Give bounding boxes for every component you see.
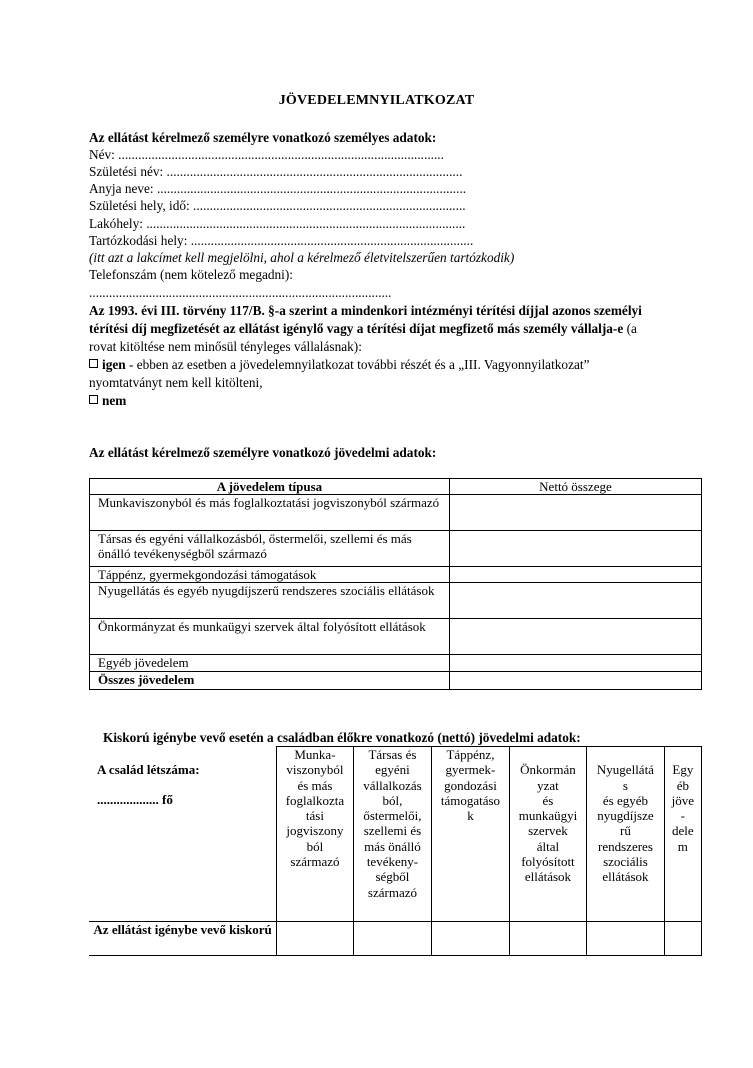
income-type-cell: Egyéb jövedelem [90, 655, 450, 672]
minor-value-cell[interactable] [587, 922, 665, 956]
income-type-cell: Munkaviszonyból és más foglalkoztatási jogviszonyból származó [90, 495, 450, 531]
minor-income-table [89, 746, 702, 956]
option-yes [89, 356, 665, 392]
phone-field[interactable]: ........................................................................................... [89, 285, 392, 300]
birth-place-date-field[interactable]: Születési hely, idő: .................................................................................. [89, 198, 466, 213]
table-row [90, 531, 702, 567]
page-title: JÖVEDELEMNYILATKOZAT [278, 93, 475, 108]
minor-row-label: Az ellátást igénybe vevő kiskorú [89, 922, 277, 956]
minor-header-row [89, 747, 702, 922]
income-amount-cell[interactable] [449, 567, 701, 583]
table-row [90, 583, 702, 619]
income-amount-cell[interactable] [449, 583, 701, 619]
total-row [90, 672, 702, 690]
fee-statement-note: (a rovat kitöltése nem minősül tényleges vállalásnak): [89, 321, 637, 354]
income-header-row [90, 479, 702, 495]
yes-label: igen [102, 357, 126, 372]
minor-value-cell[interactable] [353, 922, 432, 956]
family-size-value[interactable] [97, 792, 276, 807]
fee-statement-bold: Az 1993. évi III. törvény 117/B. §-a szerint a mindenkori intézményi térítési díjjal azonos személyi térítési díj megfizetését az ellátást igénylő vagy a térítési díjat megfizető más személy vállalja-e [89, 303, 642, 336]
col-employment: Munka- viszonyból és más foglalkozta tási jogviszony ból származó [277, 747, 353, 922]
income-table [89, 478, 702, 690]
table-row [90, 655, 702, 672]
minor-value-cell[interactable] [509, 922, 587, 956]
residence-field[interactable]: Lakóhely: ................................................................................................ [89, 216, 466, 231]
mother-name-field[interactable]: Anyja neve: ............................................................................................. [89, 181, 467, 196]
income-type-cell: Önkormányzat és munkaügyi szervek által folyósított ellátások [90, 619, 450, 655]
col-municipal: Önkormán yzat és munkaügyi szervek által folyósított ellátások [509, 747, 587, 922]
income-type-cell: Nyugellátás és egyéb nyugdíjszerű rendszeres szociális ellátások [90, 583, 450, 619]
col-sick-pay: Táppénz, gyermek- gondozási támogatáso k [432, 747, 510, 922]
total-label: Összes jövedelem [90, 672, 450, 690]
col-pension: Nyugellátá s és egyéb nyugdíjsze rű rendszeres szociális ellátások [587, 747, 665, 922]
stay-address-field[interactable]: Tartózkodási hely: ..................................................................................... [89, 233, 474, 248]
family-size-unit: fő [162, 792, 173, 808]
income-amount-cell[interactable] [449, 495, 701, 531]
col-net-amount: Nettó összege [449, 479, 701, 495]
income-amount-cell[interactable] [449, 619, 701, 655]
col-other: Egy éb jöve - dele m [664, 747, 701, 922]
family-size-label: A család létszáma: [97, 761, 200, 777]
fee-statement [89, 302, 665, 356]
table-row [90, 495, 702, 531]
minor-row [89, 922, 702, 956]
phone-label: Telefonszám (nem kötelező megadni): [89, 267, 293, 282]
family-size-cell [89, 747, 277, 922]
total-amount-cell[interactable] [449, 672, 701, 690]
col-income-type: A jövedelem típusa [90, 479, 450, 495]
yes-text: - ebben az esetben a jövedelemnyilatkozat további részét és a „III. Vagyonnyilatkozat” nyomtatványt nem kell kitölteni, [89, 357, 590, 390]
no-label: nem [102, 393, 127, 408]
minor-heading: Kiskorú igénybe vevő esetén a családban élőkre vonatkozó (nettó) jövedelmi adatok: [103, 730, 581, 745]
income-type-cell: Táppénz, gyermekgondozási támogatások [90, 567, 450, 583]
birth-name-field[interactable]: Születési név: ......................................................................................... [89, 164, 463, 179]
option-no [89, 392, 665, 410]
family-size-dots: ................... [97, 792, 159, 808]
name-field[interactable]: Név: .................................................................................................. [89, 147, 444, 162]
no-checkbox[interactable] [89, 395, 98, 404]
col-enterprise: Társas és egyéni vállalkozás ból, őstermelői, szellemi és más önálló tevékeny- ségből származó [353, 747, 432, 922]
income-amount-cell[interactable] [449, 655, 701, 672]
minor-value-cell[interactable] [432, 922, 510, 956]
minor-value-cell[interactable] [664, 922, 701, 956]
address-note: (itt azt a lakcímet kell megjelölni, ahol a kérelmező életvitelszerűen tartózkodik) [89, 250, 515, 265]
income-type-cell: Társas és egyéni vállalkozásból, őstermelői, szellemi és más önálló tevékenységből származó [90, 531, 450, 567]
personal-heading: Az ellátást kérelmező személyre vonatkozó személyes adatok: [89, 130, 437, 145]
income-amount-cell[interactable] [449, 531, 701, 567]
yes-checkbox[interactable] [89, 359, 98, 368]
table-row [90, 567, 702, 583]
table-row [90, 619, 702, 655]
minor-value-cell[interactable] [277, 922, 353, 956]
income-heading: Az ellátást kérelmező személyre vonatkozó jövedelmi adatok: [89, 445, 437, 460]
